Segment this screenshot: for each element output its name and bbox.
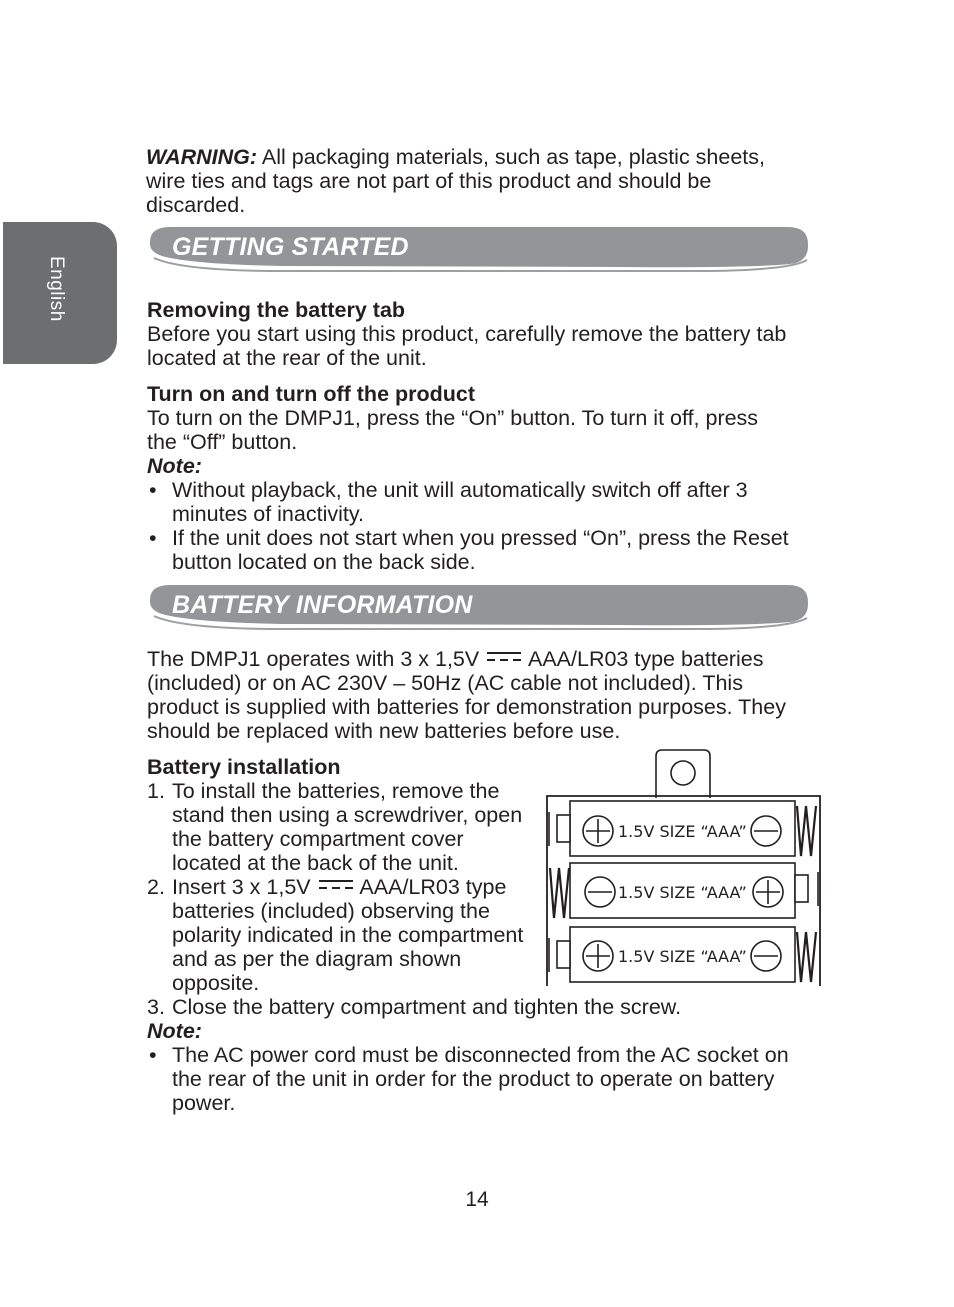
battery-intro-part1: The DMPJ1 operates with 3 x 1,5V xyxy=(147,647,480,671)
section-title: BATTERY INFORMATION xyxy=(172,591,473,619)
section-banner-battery-information xyxy=(150,584,810,634)
battery-intro-part2: AAA/LR03 type batteries (included) or on AC 230V – 50Hz (AC cable not included). This product is supplied with batteries for demonstration purposes. They should be replaced with new batteries before use. xyxy=(147,647,786,743)
installation-step-2: 2. Insert 3 x 1,5V AAA/LR03 type batteries (included) observing the polarity indicated in the compartment and as per the diagram shown opposite. xyxy=(147,875,524,995)
power-notes-list xyxy=(147,478,812,574)
battery-compartment-diagram xyxy=(542,748,824,988)
installation-step-3: 3. Close the battery compartment and tighten the screw. xyxy=(147,995,682,1019)
list-item: • Without playback, the unit will automatically switch off after 3 minutes of inactivity. xyxy=(149,478,748,526)
spring-icon xyxy=(797,932,816,982)
battery-label: 1.5V SIZE “AAA” xyxy=(618,947,747,966)
language-tab-label: English xyxy=(46,256,67,322)
battery-tab-heading: Removing the battery tab xyxy=(147,298,406,322)
power-section xyxy=(147,382,812,574)
battery-label: 1.5V SIZE “AAA” xyxy=(618,822,747,841)
installation-heading: Battery installation xyxy=(147,755,341,779)
note-label: Note: xyxy=(147,1019,202,1043)
warning-text: All packaging materials, such as tape, plastic sheets, wire ties and tags are not part of this product and should be discarded. xyxy=(146,145,765,217)
power-text: To turn on the DMPJ1, press the “On” button. To turn it off, press the “Off” button. xyxy=(147,406,759,454)
list-item: • If the unit does not start when you pressed “On”, press the Reset button located on the back side. xyxy=(149,526,789,574)
dc-symbol-icon xyxy=(486,650,522,664)
section-title: GETTING STARTED xyxy=(172,233,409,261)
power-heading: Turn on and turn off the product xyxy=(147,382,476,406)
warning-label: WARNING: xyxy=(146,145,258,169)
battery-label: 1.5V SIZE “AAA” xyxy=(618,883,747,902)
installation-step-1: 1. To install the batteries, remove the stand then using a screwdriver, open the battery compartment cover located at the back of the unit. xyxy=(147,779,523,875)
list-item: • The AC power cord must be disconnected from the AC socket on the rear of the unit in order for the product to operate on battery power. xyxy=(149,1043,789,1115)
battery-tab-text: Before you start using this product, carefully remove the battery tab located at the rear of the unit. xyxy=(147,322,787,370)
battery-tab-section xyxy=(147,298,812,370)
warning-paragraph xyxy=(146,145,796,217)
spring-icon xyxy=(550,868,569,918)
spring-icon xyxy=(797,806,816,856)
note-label: Note: xyxy=(147,454,202,478)
language-tab xyxy=(3,222,117,364)
section-banner-getting-started xyxy=(150,226,810,276)
battery-intro xyxy=(147,647,812,743)
installation-notes-list xyxy=(147,1043,812,1115)
dc-symbol-icon xyxy=(318,878,354,892)
page-number: 14 xyxy=(465,1188,489,1211)
